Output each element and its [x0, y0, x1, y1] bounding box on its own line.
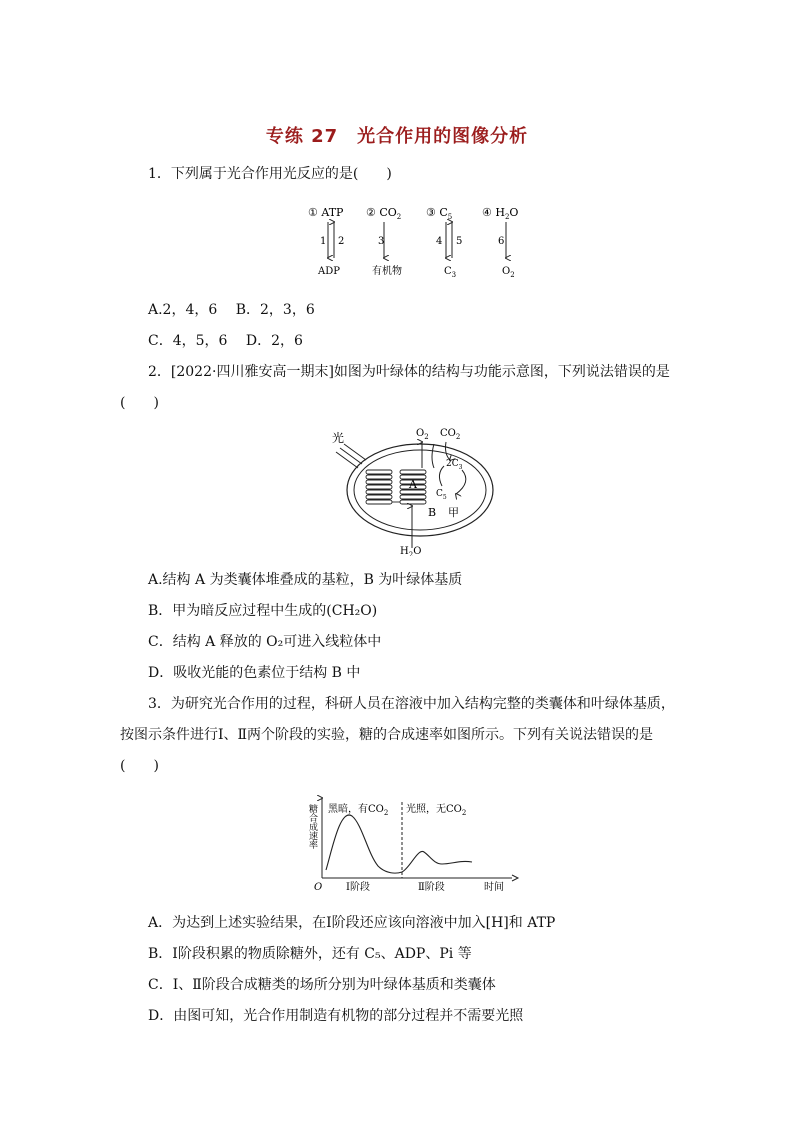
q1-stem: 1．下列属于光合作用光反应的是( ): [148, 166, 392, 182]
q2-option-c: C．结构 A 释放的 O₂可进入线粒体中: [148, 634, 382, 650]
q2-light-label: 光: [332, 431, 345, 445]
svg-text:② CO2: [366, 206, 401, 221]
svg-text:C5: $C_5$: [436, 489, 447, 501]
q2-label-jia: 甲: [448, 506, 459, 519]
q2-co2: CO: [440, 428, 456, 439]
svg-text:光照，无CO2: 光照，无$CO_2$: [406, 804, 467, 817]
q1-c4-n: 6: [498, 236, 505, 247]
svg-text:C3: [444, 266, 456, 279]
q1-c4-top: ④ H: [482, 206, 505, 219]
q3-origin: O: [314, 882, 323, 893]
q3-y-label: 糖合成速率: [307, 804, 317, 849]
q1-c4-bot: O: [502, 266, 511, 277]
q2-option-d: D．吸收光能的色素位于结构 B 中: [148, 665, 361, 681]
svg-text:2C3: $2C_3$: [446, 459, 463, 471]
q1-c1-top: ① ATP: [308, 206, 344, 219]
q2-label-a: A: [409, 478, 417, 491]
q1-c3-top: ③ C: [426, 206, 448, 219]
q3-stem-line3: ( ): [120, 758, 159, 774]
q3-stage-1: Ⅰ阶段: [346, 882, 370, 893]
q3-option-a: A．为达到上述实验结果，在Ⅰ阶段还应该向溶液中加入[H]和 ATP: [148, 915, 556, 931]
q2-stem-line1: 2．[2022·四川雅安高一期末]如图为叶绿体的结构与功能示意图，下列说法错误的是: [148, 364, 670, 380]
q3-sugar-rate-chart: [300, 794, 520, 896]
q1-c2-n: 3: [378, 236, 385, 247]
q3-stage-2: Ⅱ阶段: [418, 882, 445, 893]
q2-option-b: B．甲为暗反应过程中生成的(CH₂O): [148, 603, 378, 619]
q1-c3-top-sub: 5: [447, 213, 453, 221]
q1-c1-n2: 2: [338, 236, 345, 247]
svg-text:③ C5: [426, 206, 452, 221]
q2-o2: O: [416, 428, 425, 439]
q3-time-label: 时间: [484, 882, 504, 893]
q3-dark-label: 黑暗，有CO: [328, 804, 384, 815]
svg-text:O2: $O_2$: [502, 266, 515, 279]
svg-text:O2: $O_2$: [416, 428, 429, 441]
q3-option-b: B．Ⅰ阶段积累的物质除糖外，还有 C₅、ADP、Pi 等: [148, 946, 472, 962]
svg-text:H2O: $H_2O$: [400, 546, 422, 556]
q3-stem-line2: 按图示条件进行Ⅰ、Ⅱ两个阶段的实验，糖的合成速率如图所示。下列有关说法错误的是: [120, 727, 654, 743]
q2-label-b: B: [428, 506, 437, 519]
svg-text:CO2: $CO_2$: [440, 428, 461, 441]
page-title: 专练 27 光合作用的图像分析: [265, 126, 529, 147]
q1-option-cd: C．4，5，6 D．2，6: [148, 333, 303, 349]
q1-c3-bot: C: [444, 266, 452, 277]
svg-text:④ H2O: ④ $H_2O$: [482, 206, 519, 221]
q1-c1-bot: ADP: [318, 266, 340, 277]
q2-chloroplast-figure: [326, 424, 498, 556]
q2-c5: C: [436, 489, 443, 499]
q1-figure: [300, 198, 530, 280]
q1-c2-bot: 有机物: [372, 266, 402, 277]
q1-c1-n1: 1: [320, 236, 327, 247]
q3-light-label: 光照，无CO: [406, 804, 462, 815]
q1-c3-bot-sub: 3: [451, 271, 457, 279]
q1-c2-top: ② CO: [366, 206, 397, 219]
q1-option-ab: A.2，4，6 B．2，3，6: [148, 302, 315, 318]
q2-h2o: H: [400, 546, 409, 556]
q3-option-c: C．Ⅰ、Ⅱ阶段合成糖类的场所分别为叶绿体基质和类囊体: [148, 977, 496, 993]
q1-c2-top-sub: 2: [396, 213, 402, 221]
q3-option-d: D．由图可知，光合作用制造有机物的部分过程并不需要光照: [148, 1008, 524, 1024]
q1-c3-n1: 4: [436, 236, 443, 247]
q3-stem-line1: 3．为研究光合作用的过程，科研人员在溶液中加入结构完整的类囊体和叶绿体基质，: [148, 696, 675, 712]
q2-option-a: A.结构 A 为类囊体堆叠成的基粒，B 为叶绿体基质: [148, 572, 463, 588]
svg-text:黑暗，有CO2: 黑暗，有$CO_2$: [328, 804, 389, 817]
q2-stem-line2: ( ): [120, 395, 159, 411]
q2-2c3: 2C: [446, 459, 459, 469]
q1-c3-n2: 5: [456, 236, 463, 247]
q3-rate-curve: [326, 815, 472, 873]
